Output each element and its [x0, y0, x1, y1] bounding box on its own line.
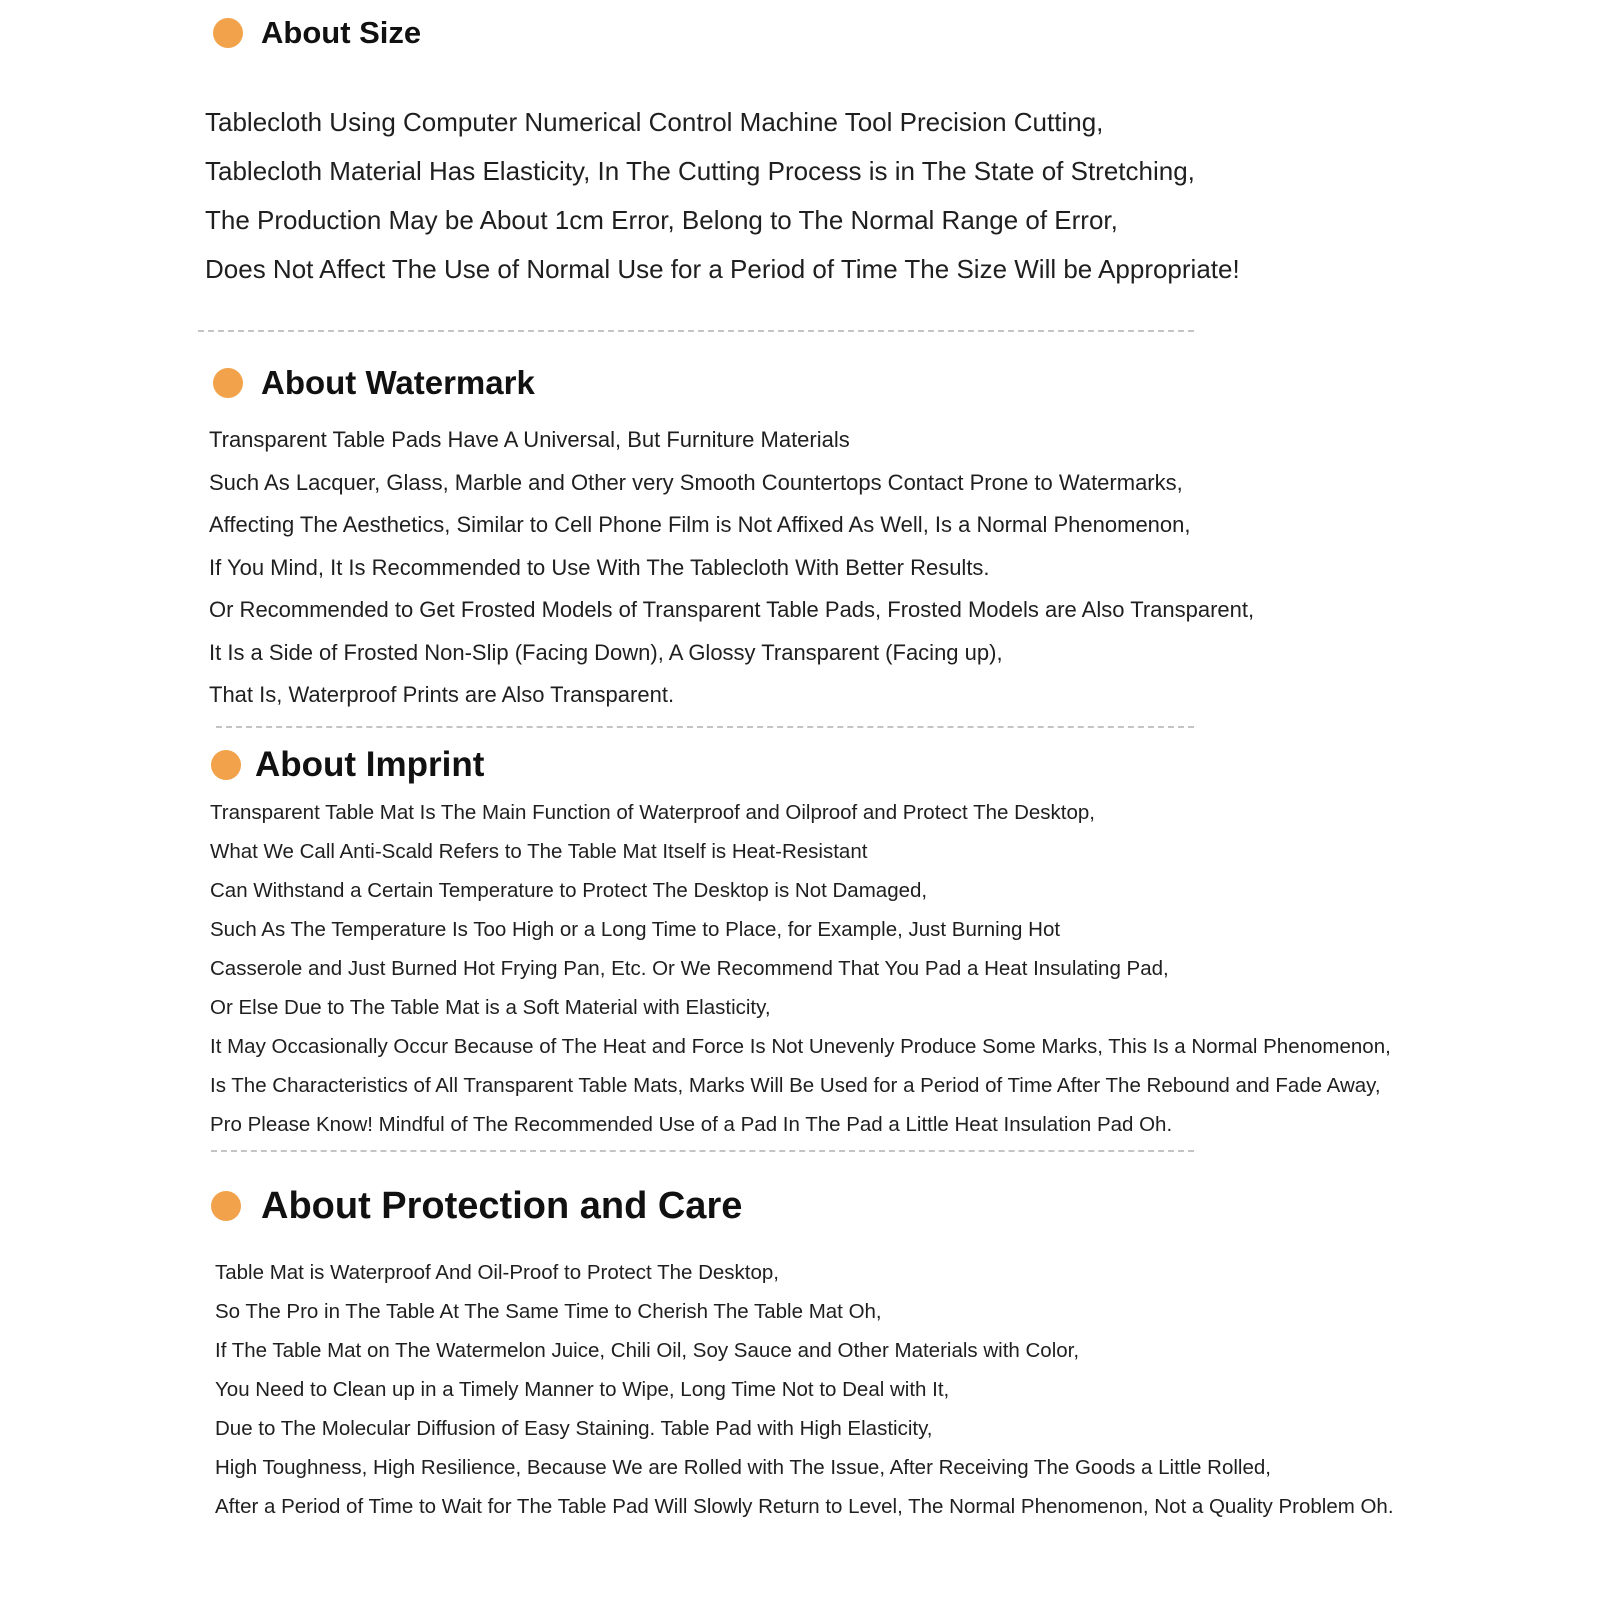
section-text	[209, 419, 1254, 717]
text-line: Or Else Due to The Table Mat is a Soft Material with Elasticity,	[210, 996, 771, 1019]
text-line: Does Not Affect The Use of Normal Use for a Period of Time The Size Will be Appropriate!	[205, 254, 1240, 284]
text-line: Is The Characteristics of All Transparent Table Mats, Marks Will Be Used for a Period of Time After The Rebound and Fade Away,	[210, 1074, 1381, 1097]
text-line: If You Mind, It Is Recommended to Use With The Tablecloth With Better Results.	[209, 554, 990, 580]
text-line: Casserole and Just Burned Hot Frying Pan, Etc. Or We Recommend That You Pad a Heat Insulating Pad,	[210, 957, 1169, 980]
text-line: Tablecloth Material Has Elasticity, In The Cutting Process is in The State of Stretching,	[205, 156, 1195, 186]
text-line: That Is, Waterproof Prints are Also Transparent.	[209, 682, 675, 707]
text-line: Affecting The Aesthetics, Similar to Cell Phone Film is Not Affixed As Well, Is a Normal Phenomenon,	[209, 512, 1191, 537]
orange-bullet-icon	[213, 18, 243, 48]
orange-bullet-icon	[211, 1191, 241, 1221]
dashed-divider	[198, 330, 1194, 332]
text-line: Due to The Molecular Diffusion of Easy Staining. Table Pad with High Elasticity,	[215, 1417, 933, 1440]
text-line: Tablecloth Using Computer Numerical Control Machine Tool Precision Cutting,	[205, 107, 1104, 137]
section-heading	[211, 1181, 742, 1231]
dashed-divider	[211, 1150, 1194, 1152]
text-line: It May Occasionally Occur Because of The Heat and Force Is Not Unevenly Produce Some Marks, This Is a Normal Phenomenon,	[210, 1035, 1391, 1058]
section-title: About Size	[261, 15, 422, 50]
section-heading	[213, 8, 421, 58]
text-line: High Toughness, High Resilience, Because We are Rolled with The Issue, After Receiving The Goods a Little Rolled,	[215, 1456, 1271, 1479]
text-line: You Need to Clean up in a Timely Manner to Wipe, Long Time Not to Deal with It,	[215, 1378, 950, 1401]
section-title: About Imprint	[255, 745, 485, 784]
text-line: It Is a Side of Frosted Non-Slip (Facing Down), A Glossy Transparent (Facing up),	[209, 639, 1003, 665]
text-line: Can Withstand a Certain Temperature to Protect The Desktop is Not Damaged,	[210, 879, 928, 902]
section-text	[205, 98, 1240, 294]
text-line: The Production May be About 1cm Error, Belong to The Normal Range of Error,	[205, 205, 1118, 235]
text-line: Such As The Temperature Is Too High or a Long Time to Place, for Example, Just Burning Hot	[210, 918, 1061, 941]
text-line: What We Call Anti-Scald Refers to The Table Mat Itself is Heat-Resistant	[210, 840, 868, 863]
text-line: Such As Lacquer, Glass, Marble and Other very Smooth Countertops Contact Prone to Watermarks,	[209, 469, 1183, 495]
text-line: Table Mat is Waterproof And Oil-Proof to Protect The Desktop,	[215, 1261, 780, 1284]
section-title: About Watermark	[261, 364, 535, 401]
section-heading	[211, 740, 484, 790]
text-line: So The Pro in The Table At The Same Time to Cherish The Table Mat Oh,	[215, 1300, 882, 1323]
orange-bullet-icon	[213, 368, 243, 398]
section-title: About Protection and Care	[261, 1184, 743, 1227]
section-text	[215, 1253, 1394, 1526]
dashed-divider	[216, 726, 1194, 728]
text-line: After a Period of Time to Wait for The Table Pad Will Slowly Return to Level, The Normal Phenomenon, Not a Quality Problem Oh.	[215, 1495, 1394, 1518]
orange-bullet-icon	[211, 750, 241, 780]
text-line: Or Recommended to Get Frosted Models of Transparent Table Pads, Frosted Models are Also Transparent,	[209, 597, 1255, 622]
text-line: Transparent Table Mat Is The Main Function of Waterproof and Oilproof and Protect The Desktop,	[210, 801, 1095, 824]
text-line: Pro Please Know! Mindful of The Recommended Use of a Pad In The Pad a Little Heat Insulation Pad Oh.	[210, 1113, 1173, 1136]
section-heading	[213, 358, 535, 408]
text-line: Transparent Table Pads Have A Universal, But Furniture Materials	[209, 427, 850, 452]
text-line: If The Table Mat on The Watermelon Juice, Chili Oil, Soy Sauce and Other Materials with Color,	[215, 1339, 1080, 1362]
section-text	[210, 793, 1391, 1144]
